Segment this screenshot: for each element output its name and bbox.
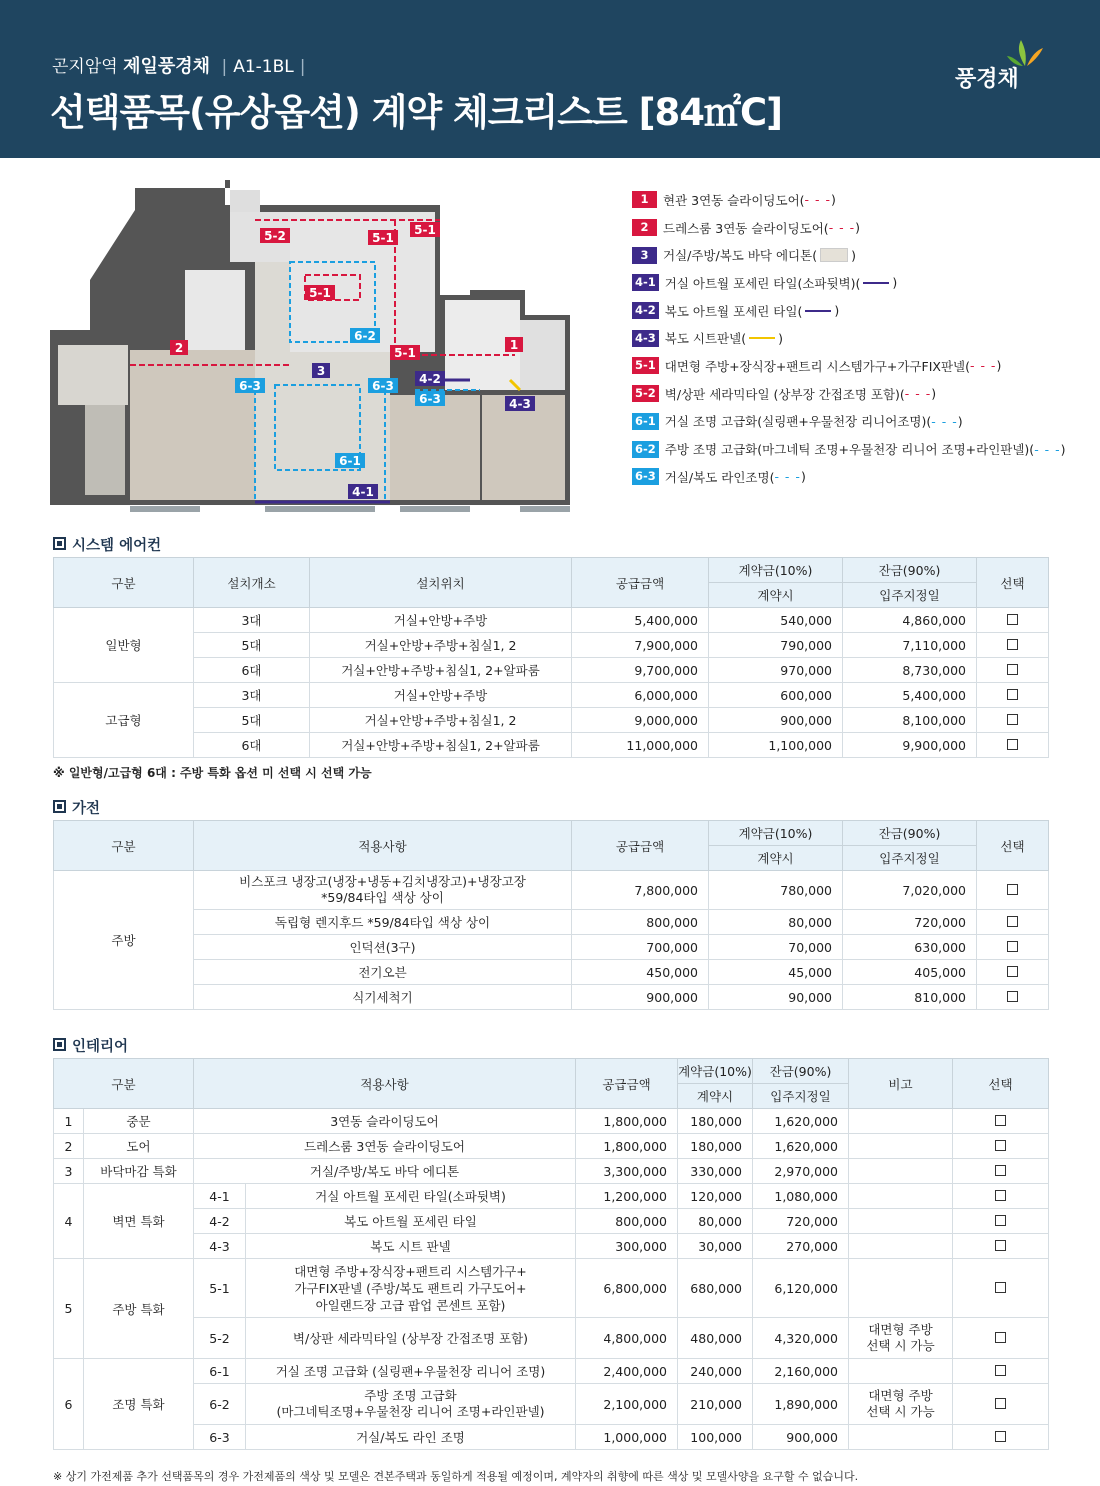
plan-label-5-2: 5-2	[264, 229, 286, 243]
purple-line-icon	[863, 282, 889, 284]
legend-item: 5-2 벽/상판 세라믹타일 (상부장 간접조명 포함)( - - - )	[632, 380, 1072, 408]
section-title-aircon: 시스템 에어컨	[53, 534, 161, 555]
select-checkbox[interactable]	[995, 1431, 1006, 1442]
plan-label-3: 3	[316, 364, 326, 378]
plan-label-4-1: 4-1	[352, 485, 374, 499]
select-checkbox[interactable]	[995, 1240, 1006, 1251]
select-checkbox[interactable]	[995, 1398, 1006, 1409]
select-checkbox[interactable]	[995, 1365, 1006, 1376]
purple-line-icon	[805, 310, 831, 312]
select-checkbox[interactable]	[1007, 941, 1018, 952]
plan-label-6-3: 6-3	[419, 392, 441, 406]
select-checkbox[interactable]	[1007, 689, 1018, 700]
legend-item: 4-3 복도 시트판넬( )	[632, 324, 1072, 352]
page-title: 선택품목(유상옵션) 계약 체크리스트 [84㎡C]	[50, 91, 783, 134]
table-row: 전기오븐 450,000 45,000 405,000	[54, 960, 1049, 985]
plan-label-6-3: 6-3	[239, 379, 261, 393]
select-checkbox[interactable]	[1007, 991, 1018, 1002]
plan-label-5-1: 5-1	[394, 346, 416, 360]
table-row: 6 조명 특화 6-1 거실 조명 고급화 (실링팬+우물천장 리니어 조명) 2,400,000 240,000 2,160,000	[54, 1359, 1049, 1384]
select-checkbox[interactable]	[1007, 664, 1018, 675]
plan-label-6-1: 6-1	[339, 454, 361, 468]
footnote: ※ 상기 가전제품 추가 선택품목의 경우 가전제품의 색상 및 모델은 견본주택과 동일하게 적용될 예정이며, 계약자의 취향에 따른 색상 및 모델사양을 요구할 수 없습니다.	[53, 1470, 859, 1483]
table-row: 5-2 벽/상판 세라믹타일 (상부장 간접조명 포함) 4,800,000 480,000 4,320,000 대면형 주방 선택 시 가능	[54, 1318, 1049, 1359]
select-checkbox[interactable]	[995, 1332, 1006, 1343]
legend-item: 2 드레스룸 3연동 슬라이딩도어( - - - )	[632, 214, 1072, 242]
aircon-note: ※ 일반형/고급형 6대 : 주방 특화 옵션 미 선택 시 선택 가능	[53, 766, 372, 780]
select-checkbox[interactable]	[1007, 884, 1018, 895]
select-checkbox[interactable]	[995, 1140, 1006, 1151]
table-row: 인덕션(3구) 700,000 70,000 630,000	[54, 935, 1049, 960]
table-row: 5대 거실+안방+주방+침실1, 2 9,000,000 900,000 8,100,000	[54, 708, 1049, 733]
plan-label-5-1: 5-1	[372, 231, 394, 245]
brand-logo: 풍경채	[955, 67, 1019, 92]
table-row: 3 바닥마감 특화 거실/주방/복도 바닥 에디톤 3,300,000 330,000 2,970,000	[54, 1159, 1049, 1184]
plan-label-6-3: 6-3	[372, 379, 394, 393]
select-checkbox[interactable]	[1007, 739, 1018, 750]
select-checkbox[interactable]	[995, 1115, 1006, 1126]
plan-label-6-2: 6-2	[354, 329, 376, 343]
yellow-line-icon	[749, 337, 775, 339]
legend	[632, 186, 1072, 491]
section-title-interior: 인테리어	[53, 1035, 128, 1056]
table-row: 6-2 주방 조명 고급화 (마그네틱조명+우물천장 리니어 조명+라인판넬) 2,100,000 210,000 1,890,000 대면형 주방 선택 시 가능	[54, 1384, 1049, 1425]
select-checkbox[interactable]	[1007, 614, 1018, 625]
select-checkbox[interactable]	[1007, 639, 1018, 650]
floor-swatch-icon	[820, 248, 848, 262]
plan-label-5-1: 5-1	[309, 286, 331, 300]
interior-table: 구분 적용사항 공급금액 계약금(10%) 잔금(90%) 비고 선택 계약시 입주지정일 1 중문 3연동 슬라이딩도어 1,800,000 180,000 1,620,000 2 도어 드레스룸 3연동 슬라이딩도어 1,800,000 180,000 1,620,000 3 바닥마감 특화 거실/주방/복도 바닥 에디톤 3,300,000 330,000 2,970,000 4 벽면 특화 4-1 거실 아트월 포세린 타일(소파뒷벽) 1,200,000 120,000 1,080,000 4-2 복도 아트월 포세린 타일 800,000 80,000 720,000 4-3 복도 시트 판넬 300,000 30,000 270,000 5 주방 특화 5-1 대면형 주방+장식장+팬트리 시스템가구+ 가구FIX판넬 (주방/복도 팬트리 가구도어+ 아일랜드장 고급 팝업 콘센트 포함) 6,800,000 680,000 6,120,000 5-2 벽/상판 세라믹타일 (상부장 간접조명 포함) 4,800,000 480,000 4,320,000 대면형 주방 선택 시 가능 6 조명 특화 6-1 거실 조명 고급화 (실링팬+우물천장 리니어 조명) 2,400,000 240,000 2,160,000 6-2 주방 조명 고급화 (마그네틱조명+우물천장 리니어 조명+라인판넬) 2,100,000 210,000 1,890,000 대면형 주방 선택 시 가능 6-3 거실/복도 라인 조명 1,000,000 100,000 900,000	[53, 1058, 1049, 1450]
plan-label-1: 1	[509, 338, 519, 352]
table-row: 4 벽면 특화 4-1 거실 아트월 포세린 타일(소파뒷벽) 1,200,000 120,000 1,080,000	[54, 1184, 1049, 1209]
select-checkbox[interactable]	[995, 1215, 1006, 1226]
header-banner	[0, 0, 1100, 158]
table-row: 1 중문 3연동 슬라이딩도어 1,800,000 180,000 1,620,000	[54, 1109, 1049, 1134]
plan-label-4-3: 4-3	[509, 397, 531, 411]
table-row: 식기세척기 900,000 90,000 810,000	[54, 985, 1049, 1010]
brand-name: 제일풍경채	[123, 56, 211, 77]
table-row: 주방 비스포크 냉장고(냉장+냉동+김치냉장고)+냉장고장 *59/84타입 색상 상이 7,800,000 780,000 7,020,000	[54, 871, 1049, 910]
plan-label-2: 2	[174, 341, 184, 355]
header-subtitle: 곤지암역 제일풍경채 | A1-1BL |	[52, 56, 306, 77]
table-row: 6대 거실+안방+주방+침실1, 2+알파룸 9,700,000 970,000 8,730,000	[54, 658, 1049, 683]
plan-label-4-2: 4-2	[419, 372, 441, 386]
table-row: 고급형 3대 거실+안방+주방 6,000,000 600,000 5,400,000	[54, 683, 1049, 708]
select-checkbox[interactable]	[1007, 966, 1018, 977]
select-checkbox[interactable]	[995, 1165, 1006, 1176]
legend-item: 6-2 주방 조명 고급화(마그네틱 조명+우물천장 리니어 조명+라인판넬)( - - - )	[632, 435, 1072, 463]
table-row: 4-3 복도 시트 판넬 300,000 30,000 270,000	[54, 1234, 1049, 1259]
legend-item: 4-2 복도 아트월 포세린 타일( )	[632, 297, 1072, 325]
table-row: 6대 거실+안방+주방+침실1, 2+알파룸 11,000,000 1,100,000 9,900,000	[54, 733, 1049, 758]
legend-item: 6-3 거실/복도 라인조명( - - - )	[632, 463, 1072, 491]
select-checkbox[interactable]	[995, 1190, 1006, 1201]
floor-plan	[50, 180, 580, 520]
select-checkbox[interactable]	[1007, 714, 1018, 725]
table-row: 4-2 복도 아트월 포세린 타일 800,000 80,000 720,000	[54, 1209, 1049, 1234]
block-name: A1-1BL	[233, 57, 294, 77]
legend-item: 1 현관 3연동 슬라이딩도어( - - - )	[632, 186, 1072, 214]
aircon-table: 구분 설치개소 설치위치 공급금액 계약금(10%) 잔금(90%) 선택 계약시 입주지정일 일반형 3대 거실+안방+주방 5,400,000 540,000 4,860,000 5대 거실+안방+주방+침실1, 2 7,900,000 790,000 7,110,000 6대 거실+안방+주방+침실1, 2+알파룸 9,700,000 970,000 8,730,000 고급형 3대 거실+안방+주방 6,000,000 600,000 5,400,000 5대 거실+안방+주방+침실1, 2 9,000,000 900,000 8,100,000 6대 거실+안방+주방+침실1, 2+알파룸 11,000,000 1,100,000 9,900,000	[53, 557, 1049, 758]
table-row: 5대 거실+안방+주방+침실1, 2 7,900,000 790,000 7,110,000	[54, 633, 1049, 658]
table-row: 2 도어 드레스룸 3연동 슬라이딩도어 1,800,000 180,000 1,620,000	[54, 1134, 1049, 1159]
plan-label-5-1: 5-1	[414, 223, 436, 237]
table-row: 5 주방 특화 5-1 대면형 주방+장식장+팬트리 시스템가구+ 가구FIX판넬 (주방/복도 팬트리 가구도어+ 아일랜드장 고급 팝업 콘센트 포함) 6,800,000 680,000 6,120,000	[54, 1259, 1049, 1318]
section-title-appliance: 가전	[53, 797, 100, 818]
legend-item: 5-1 대면형 주방+장식장+팬트리 시스템가구+가구FIX판넬( - - - )	[632, 352, 1072, 380]
select-checkbox[interactable]	[1007, 916, 1018, 927]
legend-item: 3 거실/주방/복도 바닥 에디톤( )	[632, 241, 1072, 269]
table-row: 일반형 3대 거실+안방+주방 5,400,000 540,000 4,860,000	[54, 608, 1049, 633]
select-checkbox[interactable]	[995, 1282, 1006, 1293]
legend-item: 4-1 거실 아트월 포세린 타일(소파뒷벽)( )	[632, 269, 1072, 297]
station-name: 곤지암역	[52, 57, 118, 77]
legend-item: 6-1 거실 조명 고급화(실링팬+우물천장 리니어조명)( - - - )	[632, 408, 1072, 436]
table-row: 독립형 렌지후드 *59/84타입 색상 상이 800,000 80,000 720,000	[54, 910, 1049, 935]
appliance-table: 구분 적용사항 공급금액 계약금(10%) 잔금(90%) 선택 계약시 입주지정일 주방 비스포크 냉장고(냉장+냉동+김치냉장고)+냉장고장 *59/84타입 색상 상이 7,800,000 780,000 7,020,000 독립형 렌지후드 *59/84타입 색상 상이 800,000 80,000 720,000 인덕션(3구) 700,000 70,000 630,000 전기오븐 450,000 45,000 405,000 식기세척기 900,000 90,000 810,000	[53, 820, 1049, 1010]
table-row: 6-3 거실/복도 라인 조명 1,000,000 100,000 900,000	[54, 1425, 1049, 1450]
